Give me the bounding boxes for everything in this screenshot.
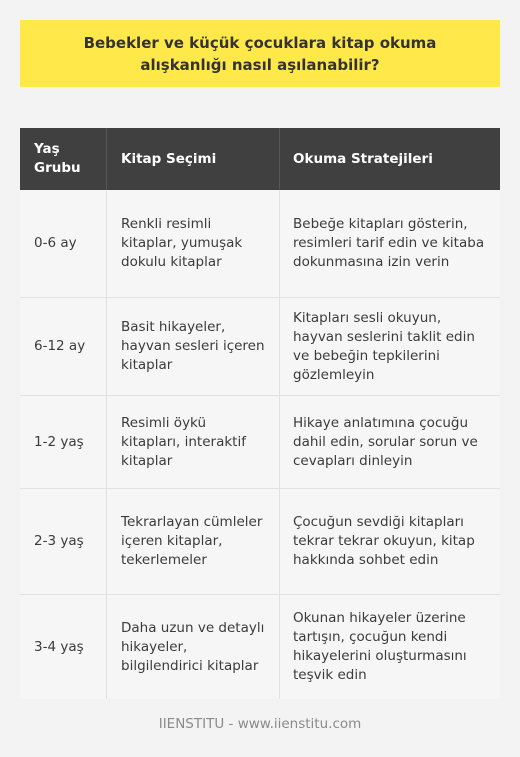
cell-book-selection: Basit hikayeler, hayvan sesleri içeren kitaplar (107, 298, 280, 395)
cell-reading-strategy: Çocuğun sevdiği kitapları tekrar tekrar okuyun, kitap hakkında sohbet edin (293, 514, 475, 568)
footer-credit: IIENSTITU - www.iienstitu.com (158, 716, 362, 732)
table-header-row (20, 128, 500, 190)
age-group-table (20, 128, 500, 699)
cell-reading-strategy: Hikaye anlatımına çocuğu dahil edin, sorular sorun ve cevapları dinleyin (293, 414, 478, 469)
cell-age-group: 1-2 yaş (20, 396, 107, 488)
cell-reading-strategy: Bebeğe kitapları gösterin, resimleri tarif edin ve kitaba dokunmasına izin verin (293, 216, 485, 270)
cell-book-selection: Renkli resimli kitaplar, yumuşak dokulu kitaplar (107, 190, 280, 297)
table-row (20, 489, 500, 595)
table-row (20, 595, 500, 699)
title-banner (20, 20, 500, 87)
header-age-group: Yaş Grubu (20, 128, 107, 190)
cell-book-selection: Resimli öykü kitapları, interaktif kitaplar (107, 396, 280, 488)
header-book-selection: Kitap Seçimi (107, 128, 280, 190)
table-row (20, 396, 500, 489)
cell-age-group: 6-12 ay (20, 298, 107, 395)
cell-age-group: 2-3 yaş (20, 489, 107, 594)
table-row (20, 298, 500, 396)
cell-age-group: 3-4 yaş (20, 595, 107, 699)
table-row (20, 190, 500, 298)
cell-age-group: 0-6 ay (20, 190, 107, 297)
cell-reading-strategy: Okunan hikayeler üzerine tartışın, çocuğun kendi hikayelerini oluşturmasını teşvik edin (293, 610, 467, 683)
cell-book-selection: Daha uzun ve detaylı hikayeler, bilgilendirici kitaplar (107, 595, 280, 699)
page-title: Bebekler ve küçük çocuklara kitap okuma alışkanlığı nasıl aşılanabilir? (83, 33, 437, 74)
header-reading-strategies: Okuma Stratejileri (293, 150, 433, 167)
cell-book-selection: Tekrarlayan cümleler içeren kitaplar, tekerlemeler (107, 489, 280, 594)
cell-reading-strategy: Kitapları sesli okuyun, hayvan seslerini taklit edin ve bebeğin tepkilerini gözlemleyin (293, 309, 475, 383)
